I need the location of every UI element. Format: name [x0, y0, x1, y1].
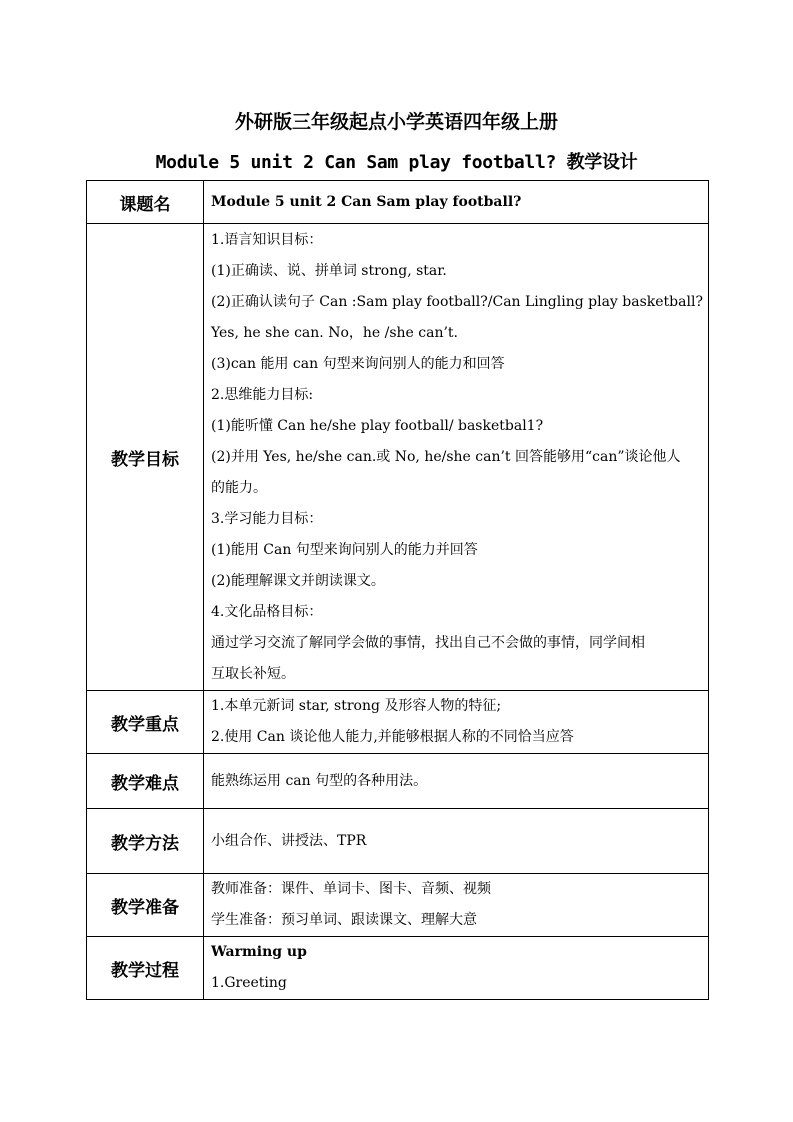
methods-text: 小组合作、讲授法、TPR — [211, 832, 367, 849]
table-row-methods — [87, 809, 709, 874]
preparation-line: 教师准备：课件、单词卡、图卡、音频、视频 — [211, 881, 491, 897]
goals-line: 4.文化品格目标： — [211, 603, 323, 620]
goals-line: 通过学习交流了解同学会做的事情，找出自己不会做的事情，同学间相 — [211, 634, 645, 651]
table-row-process — [87, 937, 709, 1000]
topic-value: Module 5 unit 2 Can Sam play football? — [211, 193, 522, 210]
key-points-line: 1.本单元新词 star, strong 及形容人物的特征; — [211, 698, 502, 714]
goals-line: 2.思维能力目标: — [211, 386, 314, 403]
key-points-label: 教学重点 — [87, 691, 204, 754]
preparation-label: 教学准备 — [87, 874, 204, 937]
goals-line: (1)正确读、说、拼单词 strong, star. — [211, 262, 447, 279]
process-label: 教学过程 — [87, 937, 204, 1000]
goals-line: 3.学习能力目标： — [211, 510, 323, 527]
preparation-line: 学生准备：预习单词、跟读课文、理解大意 — [211, 912, 477, 928]
difficulties-cell — [204, 754, 709, 809]
table-row-topic — [87, 181, 709, 224]
process-step: 1.Greeting — [211, 975, 287, 991]
methods-cell — [204, 809, 709, 874]
goals-line: 的能力。 — [211, 479, 267, 496]
difficulties-label: 教学难点 — [87, 754, 204, 809]
key-points-cell — [204, 691, 709, 754]
preparation-cell — [204, 874, 709, 937]
goals-line: (1)能听懂 Can he/she play football/ basketbal1? — [211, 417, 544, 434]
document-title: 外研版三年级起点小学英语四年级上册 — [234, 111, 558, 133]
topic-cell — [204, 181, 709, 224]
goals-line: 1.语言知识目标： — [211, 231, 323, 248]
topic-label: 课题名 — [87, 181, 204, 224]
goals-line: (1)能用 Can 句型来询问别人的能力并回答 — [211, 541, 478, 558]
key-points-line: 2.使用 Can 谈论他人能力,并能够根据人称的不同恰当应答 — [211, 729, 574, 745]
table-row-difficulties — [87, 754, 709, 809]
table-row-preparation — [87, 874, 709, 937]
table-row-key-points — [87, 691, 709, 754]
table-row-goals — [87, 224, 709, 691]
process-heading: Warming up — [211, 944, 307, 960]
goals-line: (2)并用 Yes, he/she can.或 No, he/she can’t 回答能够用“can”谈论他人 — [211, 448, 681, 465]
goals-line: (2)能理解课文并朗读课文。 — [211, 572, 385, 589]
difficulties-text: 能熟练运用 can 句型的各种用法。 — [211, 772, 428, 789]
goals-line: Yes, he she can. No，he /she can’t. — [211, 324, 459, 341]
process-cell — [204, 937, 709, 1000]
goals-cell — [204, 224, 709, 691]
goals-line: 互取长补短。 — [211, 665, 295, 682]
goals-line: (3)can 能用 can 句型来询问别人的能力和回答 — [211, 355, 505, 372]
lesson-plan-table — [86, 180, 709, 1000]
goals-label: 教学目标 — [87, 224, 204, 691]
methods-label: 教学方法 — [87, 809, 204, 874]
document-subtitle: Module 5 unit 2 Can Sam play football? 教学设计 — [155, 152, 638, 173]
goals-line: (2)正确认读句子 Can :Sam play football?/Can Lingling play basketball? — [211, 293, 703, 310]
